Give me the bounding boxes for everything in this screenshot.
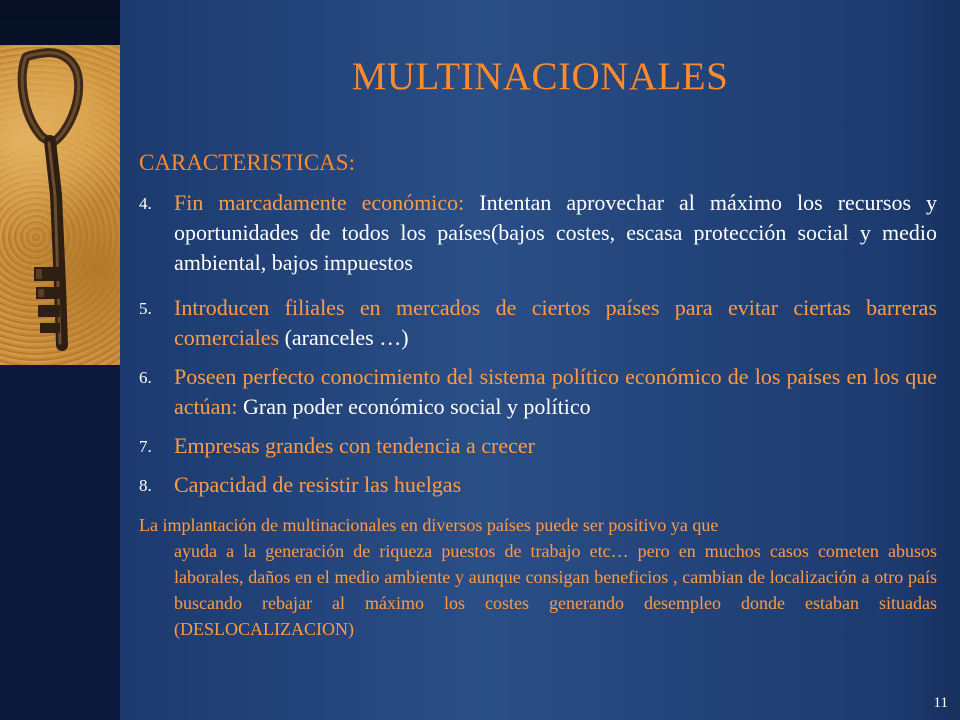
item-detail: (aranceles …) [284,325,409,350]
item-heading: Capacidad de resistir las huelgas [174,472,462,497]
list-item [139,362,937,422]
key-photo [0,45,120,365]
item-text [174,188,937,278]
item-detail: Intentan aprovechar al máximo los recursos y oportunidades de todos los países(bajos costes, escasa protección social y medio ambiental, bajos impuestos [174,190,938,275]
list-item [139,188,937,278]
item-number: 8. [139,476,152,495]
item-heading: Poseen perfecto conocimiento del sistema político económico de los países en los que actúan: [174,364,937,419]
item-heading: Fin marcadamente económico: [174,190,465,215]
paragraph-first-line: La implantación de multinacionales en diversos países puede ser positivo ya que [139,515,719,535]
section-subtitle: CARACTERISTICAS: [139,150,355,175]
item-number: 5. [139,299,152,318]
summary-paragraph [139,512,937,642]
slide-title: MULTINACIONALES [351,55,729,98]
item-heading: Empresas grandes con tendencia a crecer [174,433,535,458]
item-detail: Gran poder económico social y político [243,394,591,419]
list-item [139,293,937,353]
item-number: 6. [139,368,152,387]
list-item [139,431,937,461]
item-text [174,470,937,500]
item-number: 7. [139,437,152,456]
list-item [139,470,937,500]
item-heading: Introducen filiales en mercados de ciertos países para evitar ciertas barreras comerciales [174,295,937,350]
page-number: 11 [933,695,948,711]
key-icon [0,45,120,365]
item-text [174,362,937,422]
item-text [174,293,937,353]
item-number: 4. [139,194,152,213]
item-text [174,431,937,461]
paragraph-body: ayuda a la generación de riqueza puestos de trabajo etc… pero en muchos casos cometen abusos laborales, daños en el medio ambiente y aunque consigan beneficios , cambian de localización a otro país buscando rebajar al máximo los costes generando desempleo donde estaban situadas (DESLOCALIZACION) [174,541,937,639]
